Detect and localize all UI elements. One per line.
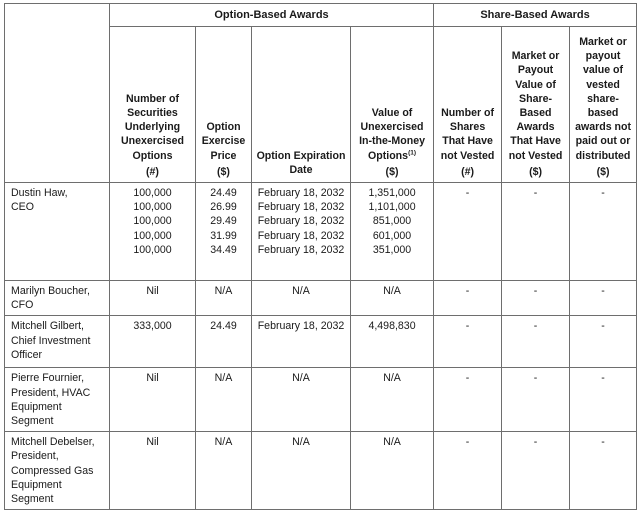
vested-payout-cell: - [570, 281, 637, 316]
in-the-money-value-value: 1,101,000 [368, 201, 416, 214]
in-the-money-value-cell [351, 432, 434, 510]
compensation-table [4, 3, 637, 510]
exercise-price-value: N/A [214, 285, 233, 297]
executive-name-line: President, [11, 450, 59, 463]
in-the-money-value-value: 351,000 [372, 243, 412, 256]
col-header-unvested-shares [434, 27, 502, 183]
executive-name-line: CFO [11, 299, 34, 312]
unvested-payout-cell: - [502, 281, 570, 316]
expiration-date-value: February 18, 2032 [257, 201, 345, 214]
securities-cell [110, 316, 196, 368]
in-the-money-value-cell [351, 368, 434, 432]
executive-name-line: CEO [11, 201, 34, 214]
executive-name-line: Equipment [11, 400, 62, 413]
expiration-date-value: February 18, 2032 [257, 187, 345, 199]
exercise-price-value: 31.99 [210, 229, 237, 242]
table-row [5, 368, 637, 432]
securities-value: 100,000 [133, 243, 172, 256]
executive-name-line: Dustin Haw, [11, 187, 68, 199]
expiration-date-value: February 18, 2032 [257, 229, 345, 242]
footnote-marker: (1) [408, 149, 417, 157]
in-the-money-value-cell [351, 183, 434, 281]
in-the-money-value-cell [351, 281, 434, 316]
securities-value: Nil [146, 436, 159, 449]
securities-value: 100,000 [133, 187, 172, 199]
executive-name-line: Segment [11, 415, 54, 428]
table-row [5, 281, 637, 316]
exercise-price-value: 24.49 [210, 320, 237, 333]
executive-name-line: Equipment [11, 478, 62, 491]
col-header-label: Number of Shares That Have not Vested [440, 106, 495, 162]
unvested-shares-cell: - [434, 432, 502, 510]
col-header-expiry [252, 27, 351, 183]
col-header-unit: ($) [529, 165, 543, 178]
securities-value: Nil [146, 285, 159, 297]
expiration-date-cell [252, 316, 351, 368]
securities-cell [110, 432, 196, 510]
securities-value: 100,000 [133, 215, 172, 228]
exercise-price-cell [196, 183, 252, 281]
executive-name-line: Mitchell Debelser, [11, 436, 95, 449]
unvested-shares-cell: - [434, 316, 502, 368]
unvested-payout-cell: - [502, 316, 570, 368]
expiration-date-cell [252, 368, 351, 432]
expiration-date-value: February 18, 2032 [257, 243, 345, 256]
table-row [5, 183, 637, 281]
exercise-price-value: 24.49 [210, 187, 237, 199]
table-body [5, 183, 637, 510]
expiration-date-cell [252, 432, 351, 510]
col-header-unit: ($) [217, 165, 230, 178]
in-the-money-value-value: 851,000 [372, 215, 412, 228]
col-header-label: Option Expiration Date [256, 149, 346, 176]
col-header-unit: (#) [146, 165, 159, 178]
exercise-price-value: 26.99 [210, 201, 237, 214]
group-header-row [5, 4, 637, 27]
unvested-shares-cell: - [434, 183, 502, 281]
col-header-label: Market or payout value of vested share-based awards not paid out or distributed [575, 35, 632, 162]
executive-name-line: Chief Investment [11, 334, 91, 347]
expiration-date-value: February 18, 2032 [257, 320, 345, 333]
unvested-shares-cell: - [434, 281, 502, 316]
executive-name-line: Pierre Fournier, [11, 372, 85, 385]
table-row [5, 316, 637, 368]
vested-payout-cell: - [570, 316, 637, 368]
col-header-unit: (#) [461, 165, 475, 178]
col-header-value [351, 27, 434, 183]
expiration-date-value: February 18, 2032 [257, 215, 345, 228]
unvested-payout-cell: - [502, 183, 570, 281]
exercise-price-value: N/A [214, 372, 233, 385]
table-header [5, 4, 637, 183]
col-header-unit: ($) [596, 165, 610, 178]
executive-name-line: Officer [11, 348, 43, 361]
in-the-money-value-value: 4,498,830 [368, 320, 416, 333]
executive-name-cell [5, 281, 110, 316]
expiration-date-cell [252, 183, 351, 281]
col-header-price [196, 27, 252, 183]
securities-value: 333,000 [133, 320, 172, 333]
securities-value: Nil [146, 372, 159, 385]
expiration-date-value: N/A [292, 372, 310, 385]
exercise-price-cell [196, 432, 252, 510]
unvested-payout-cell: - [502, 368, 570, 432]
executive-name-cell [5, 368, 110, 432]
in-the-money-value-value: 601,000 [372, 229, 412, 242]
in-the-money-value-value: 1,351,000 [368, 187, 416, 199]
exercise-price-value: 29.49 [210, 215, 237, 228]
expiration-date-cell [252, 281, 351, 316]
vested-payout-cell: - [570, 183, 637, 281]
share-group-header: Share-Based Awards [434, 4, 637, 27]
in-the-money-value-value: N/A [383, 285, 401, 297]
unvested-shares-cell: - [434, 368, 502, 432]
securities-cell [110, 183, 196, 281]
executive-name-line: President, HVAC [11, 386, 91, 399]
empty-corner-cell [5, 4, 110, 183]
in-the-money-value-value: N/A [383, 436, 401, 449]
executive-name-line: Mitchell Gilbert, [11, 320, 84, 333]
vested-payout-cell: - [570, 368, 637, 432]
vested-payout-cell: - [570, 432, 637, 510]
exercise-price-cell [196, 281, 252, 316]
col-header-label: Number of Securities Underlying Unexercised Options [120, 92, 184, 162]
executive-name-cell [5, 183, 110, 281]
executive-name-cell [5, 432, 110, 510]
col-header-label: Value of Unexercised In-the-Money Options [359, 106, 425, 162]
securities-cell [110, 368, 196, 432]
col-header-unit: ($) [385, 165, 399, 178]
executive-name-line: Marilyn Boucher, [11, 285, 90, 297]
col-header-label: Option Exercise Price [201, 121, 246, 162]
expiration-date-value: N/A [292, 285, 310, 297]
in-the-money-value-value: N/A [383, 372, 401, 385]
exercise-price-cell [196, 368, 252, 432]
col-header-vested-payout [570, 27, 637, 183]
expiration-date-value: N/A [292, 436, 310, 449]
executive-name-cell [5, 316, 110, 368]
securities-value: 100,000 [133, 201, 172, 214]
executive-name-line: Compressed Gas [11, 464, 94, 477]
securities-value: 100,000 [133, 229, 172, 242]
table-row [5, 432, 637, 510]
executive-name-line: Segment [11, 493, 54, 506]
exercise-price-value: 34.49 [210, 243, 237, 256]
exercise-price-cell [196, 316, 252, 368]
in-the-money-value-cell [351, 316, 434, 368]
exercise-price-value: N/A [214, 436, 233, 449]
col-header-unvested-payout [502, 27, 570, 183]
securities-cell [110, 281, 196, 316]
col-header-label: Market or Payout Value of Share-Based Awards That Have not Vested [508, 50, 563, 162]
col-header-securities [110, 27, 196, 183]
option-group-header: Option-Based Awards [110, 4, 434, 27]
unvested-payout-cell: - [502, 432, 570, 510]
